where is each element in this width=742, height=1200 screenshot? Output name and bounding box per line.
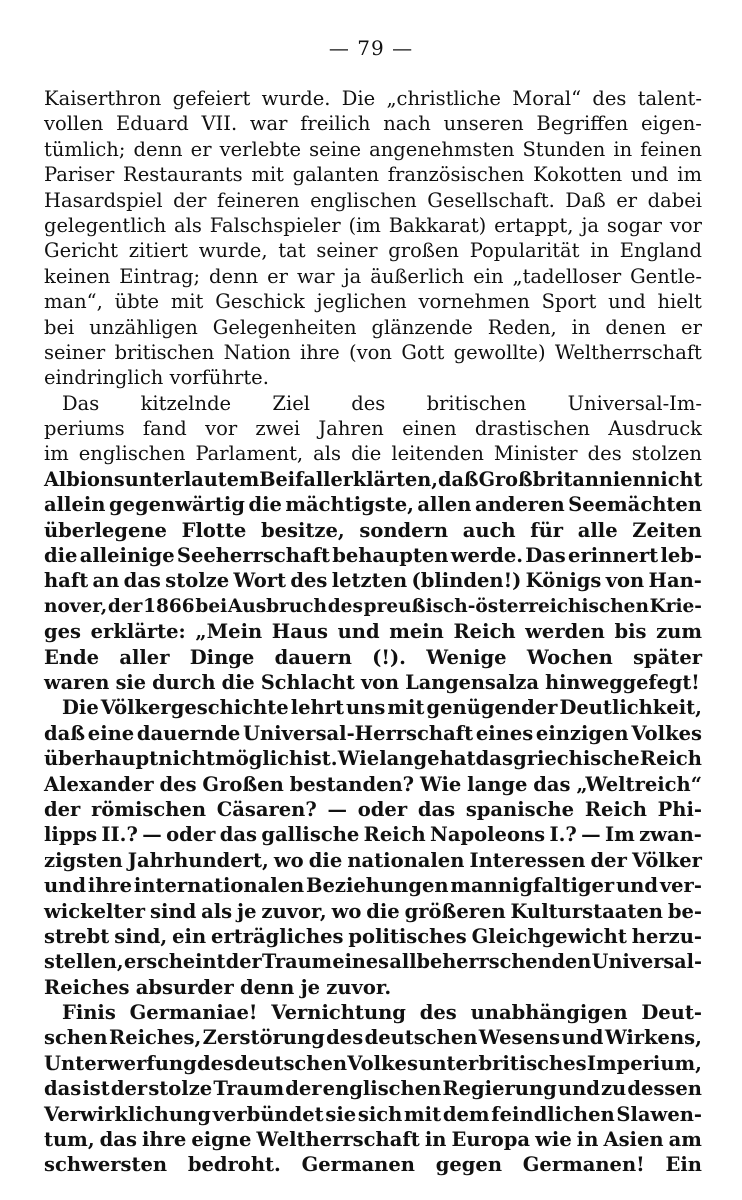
text-line: seiner britischen Nation ihre (von Gott gewollte) Weltherrschaft [44,340,702,364]
text-line: überhaupt nicht möglich ist. Wie lange hat das griechische Reich [44,747,702,771]
text-line: wickelter sind als je zuvor, wo die größeren Kulturstaaten be- [44,899,702,923]
text-line: und ihre internationalen Beziehungen mannigfaltiger und ver- [44,874,702,898]
text-line: nover, der 1866 bei Ausbruch des preußisch-österreichischen Krie- [44,595,702,617]
text-line: ges erklärte: „Mein Haus und mein Reich werden bis zum [44,620,702,644]
text-line: Gericht zitiert wurde, tat seiner großen Popularität in England [44,239,702,263]
text-line: das ist der stolze Traum der englischen Regierung und zu dessen [44,1077,702,1101]
text-line: Reiches absurder denn je zuvor. [44,975,392,999]
text-line: überlegene Flotte besitze, sondern auch für alle Zeiten [44,518,702,542]
text-line: vollen Eduard VII. war freilich nach unseren Begriffen eigen- [44,112,702,136]
text-line: Ende aller Dinge dauern (!). Wenige Wochen später [44,645,702,669]
text-line: bei unzähligen Gelegenheiten glänzende Reden, in denen er [44,315,702,339]
text-line: eindringlich vorführte. [44,366,269,390]
text-line: schen Reiches, Zerstörung des deutschen Wesens und Wirkens, [44,1026,702,1050]
text-line: keinen Eintrag; denn er war ja äußerlich ein „tadelloser Gentle- [44,264,702,288]
text-line: Die Völkergeschichte lehrt uns mit genügender Deutlichkeit, [62,696,702,720]
text-line: strebt sind, ein erträgliches politisches Gleichgewicht herzu- [44,924,702,948]
text-line: die alleinige Seeherrschaft behaupten werde. Das erinnert leb- [44,544,702,568]
text-line: tum, das ihre eigne Weltherrschaft in Europa wie in Asien am [44,1128,702,1152]
text-line: Alexander des Großen bestanden? Wie lange das „Weltreich“ [44,772,702,796]
body-text [44,86,702,1178]
text-line: haft an das stolze Wort des letzten (blinden!) Königs von Han- [44,569,702,593]
text-line: Unterwerfung des deutschen Volkes unter britisches Imperium, [44,1051,702,1075]
text-line: Pariser Restaurants mit galanten französischen Kokotten und im [44,163,702,187]
text-line: zigsten Jahrhundert, wo die nationalen Interessen der Völker [44,848,702,872]
text-line: Hasardspiel der feineren englischen Gesellschaft. Daß er dabei [44,188,702,212]
text-line: daß eine dauernde Universal-Herrschaft eines einzigen Volkes [44,721,702,745]
text-line: Finis Germaniae! Vernichtung des unabhängigen Deut- [62,1001,702,1025]
text-line: man“, übte mit Geschick jeglichen vornehmen Sport und hielt [44,290,702,314]
text-line: schwersten bedroht. Germanen gegen Germanen! Ein [44,1153,702,1177]
text-line: Verwirklichung verbündet sie sich mit dem feindlichen Slawen- [44,1102,702,1126]
page-number: — 79 — [328,36,414,60]
text-line: Albions unter lautem Beifall erklärten, daß Großbritannien nicht [44,467,703,491]
text-line: der römischen Cäsaren? — oder das spanische Reich Phi- [44,797,702,821]
text-line: stellen, erscheint der Traum eines allbeherrschenden Universal- [44,950,702,974]
text-line: allein gegenwärtig die mächtigste, allen anderen Seemächten [44,493,702,517]
text-line: periums fand vor zwei Jahren einen drastischen Ausdruck [44,417,702,441]
text-line: Das kitzelnde Ziel des britischen Universal-Im- [62,391,702,415]
text-line: gelegentlich als Falschspieler (im Bakkarat) ertappt, ja sogar vor [44,213,702,237]
text-line: tümlich; denn er verlebte seine angenehmsten Stunden in feinen [44,137,702,161]
text-line: lipps II.? — oder das gallische Reich Napoleons I.? — Im zwan- [44,823,702,847]
text-line: waren sie durch die Schlacht von Langensalza hinweggefegt! [44,670,700,694]
text-line: im englischen Parlament, als die leitenden Minister des stolzen [44,442,702,466]
text-line: Kaiserthron gefeiert wurde. Die „christliche Moral“ des talent- [44,87,702,110]
